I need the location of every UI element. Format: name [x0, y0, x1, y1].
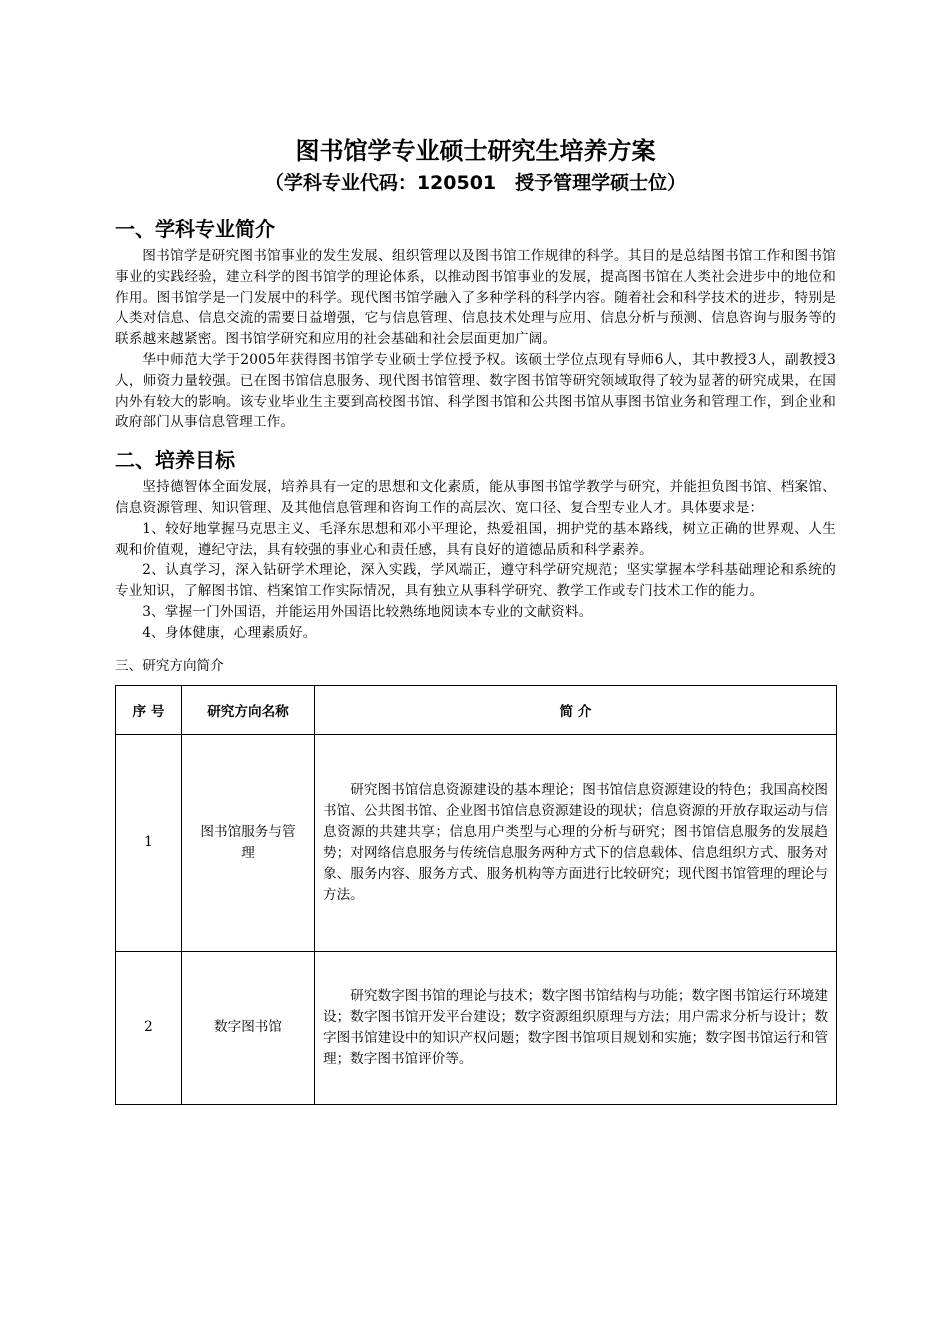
table-row — [116, 951, 837, 1104]
row-direction-name: 数字图书馆 — [182, 951, 315, 1104]
goals-paragraph: 坚持德智体全面发展，培养具有一定的思想和文化素质，能从事图书馆学教学与研究，并能担负图书馆、档案馆、信息资源管理、知识管理、及其他信息管理和咨询工作的高层次、宽口径、复合型专业人才。具体要求是： — [115, 479, 836, 516]
research-directions-table — [115, 685, 837, 1105]
intro-paragraph: 华中师范大学于2005年获得图书馆学专业硕士学位授予权。该硕士学位点现有导师6人，其中教授3人，副教授3人，师资力量较强。已在图书馆信息服务、现代图书馆管理、数字图书馆等研究领域取得了较为显著的研究成果，在国内外有较大的影响。该专业毕业生主要到高校图书馆、科学图书馆和公共图书馆从事图书馆业务和管理工作，到企业和政府部门从事信息管理工作。 — [115, 351, 836, 431]
document-subtitle: （学科专业代码：120501 授予管理学硕士位） — [264, 172, 687, 194]
row-description — [315, 734, 837, 951]
row-number: 2 — [116, 951, 182, 1104]
table-header-row — [116, 685, 837, 734]
header-number: 序 号 — [116, 685, 182, 734]
row-direction-name — [182, 734, 315, 951]
header-description: 简 介 — [315, 685, 837, 734]
section-heading-goals: 二、培养目标 — [115, 448, 235, 473]
goals-item: 2、认真学习，深入钻研学术理论，深入实践，学风端正，遵守科学研究规范；坚实掌握本学科基础理论和系统的专业知识，了解图书馆、档案馆工作实际情况，具有独立从事科学研究、教学工作或专门技术工作的能力。 — [115, 562, 836, 600]
goals-item: 3、掌握一门外国语，并能运用外国语比较熟练地阅读本专业的文献资料。 — [142, 603, 593, 620]
row-number: 1 — [116, 734, 182, 951]
row-description-text: 研究图书馆信息资源建设的基本理论；图书馆信息资源建设的特色；我国高校图书馆、公共图书馆、企业图书馆信息资源建设的现状；信息资源的开放存取运动与信息资源的共建共享；信息用户类型与心理的分析与研究；图书馆信息服务的发展趋势；对网络信息服务与传统信息服务两种方式下的信息载体、信息组织方式、服务对象、服务内容、服务方式、服务机构等方面进行比较研究；现代图书馆管理的理论与方法。 — [323, 781, 828, 903]
row-description — [315, 951, 837, 1104]
section-heading-directions: 三、研究方向简介 — [115, 657, 224, 674]
document-body — [115, 136, 836, 1105]
intro-paragraph: 图书馆学是研究图书馆事业的发生发展、组织管理以及图书馆工作规律的科学。其目的是总结图书馆工作和图书馆事业的实践经验，建立科学的图书馆学的理论体系，以推动图书馆事业的发展，提高图书馆在人类社会进步中的地位和作用。图书馆学是一门发展中的科学。现代图书馆学融入了多种学科的科学内容。随着社会和科学技术的进步，特别是人类对信息、信息交流的需要日益增强，它与信息管理、信息技术处理与应用、信息分析与预测、信息咨询与服务等的联系越来越紧密。图书馆学研究和应用的社会基础和社会层面更加广阔。 — [115, 248, 836, 348]
section-heading-intro: 一、学科专业简介 — [115, 217, 275, 241]
goals-item: 4、身体健康，心理素质好。 — [142, 624, 317, 641]
row-direction-name-text: 图书馆服务与管理 — [200, 823, 296, 861]
document-title: 图书馆学专业硕士研究生培养方案 — [295, 137, 656, 165]
goals-item: 1、较好地掌握马克思主义、毛泽东思想和邓小平理论，热爱祖国，拥护党的基本路线，树立正确的世界观、人生观和价值观，遵纪守法，具有较强的事业心和责任感，具有良好的道德品质和科学素养。 — [115, 520, 836, 558]
table-row — [116, 734, 837, 951]
header-direction-name: 研究方向名称 — [182, 685, 315, 734]
row-description-text: 研究数字图书馆的理论与技术；数字图书馆结构与功能；数字图书馆运行环境建设；数字图书馆开发平台建设；数字资源组织原理与方法；用户需求分析与设计；数字图书馆建设中的知识产权问题；数字图书馆项目规划和实施；数字图书馆运行和管理；数字图书馆评价等。 — [323, 987, 828, 1067]
